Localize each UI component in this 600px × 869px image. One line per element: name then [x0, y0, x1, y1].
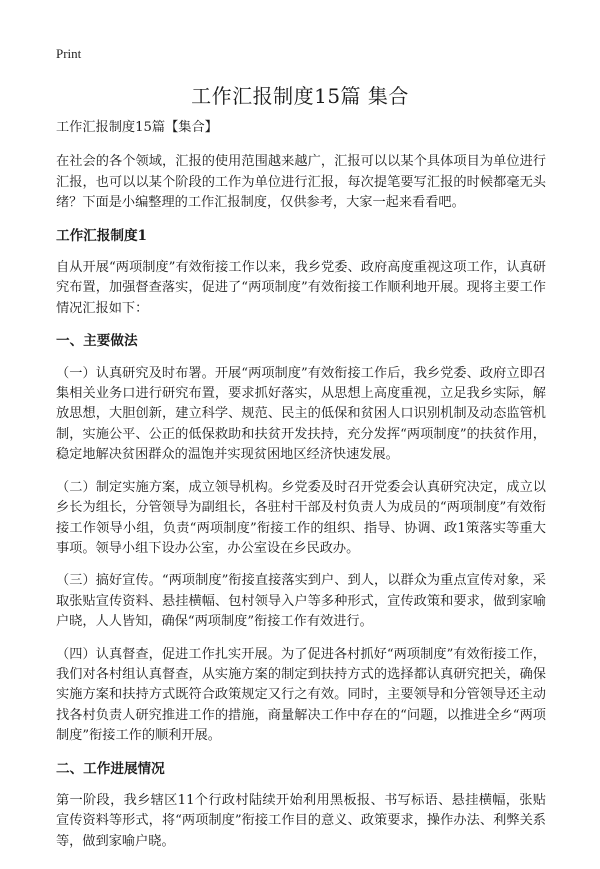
item-3-paragraph: （三）搞好宣传。“两项制度”衔接直接落实到户、到人，以群众为重点宣传对象，采取张贴宣传资料、悬挂横幅、包村领导入户等多种形式，宣传政策和要求，做到家喻户晓，人人皆知，确保“两项制度”衔接工作有效进行。: [56, 573, 546, 630]
document-subtitle: 工作汇报制度15篇【集合】: [56, 120, 218, 135]
document-title: 工作汇报制度15篇 集合: [191, 84, 409, 108]
item-1-paragraph: （一）认真研究及时布署。开展“两项制度”有效衔接工作后，我乡党委、政府立即召集相关业务口进行研究布置，要求抓好落实，从思想上高度重视，立足我乡实际，解放思想，大胆创新，建立科学、规范、民主的低保和贫困人口识别机制及动态监管机制，实施公平、公正的低保救助和扶贫开发扶持，充分发挥“两项制度”的扶贫作用，稳定地解决贫困群众的温饱并实现贫困地区经济快速发展。: [56, 365, 546, 463]
section1-intro-paragraph: 自从开展“两项制度”有效衔接工作以来，我乡党委、政府高度重视这项工作，认真研究布置，加强督查落实，促进了“两项制度”有效衔接工作顺利地开展。现将主要工作情况汇报如下：: [56, 260, 546, 316]
print-link[interactable]: Print: [56, 46, 82, 61]
item-4-paragraph: （四）认真督查，促进工作扎实开展。为了促进各村抓好“两项制度”有效衔接工作，我们对各村组认真督查，从实施方案的制定到扶持方式的选择都认真研究把关，确保实施方案和扶持方式既符合政策规定又行之有效。同时，主要领导和分管领导还主动找各村负责人研究推进工作的措施，商量解决工作中存在的“问题，以推进全乡“两项制度”衔接工作的顺利开展。: [56, 646, 546, 744]
document-body: [56, 118, 546, 869]
section-heading-1: 工作汇报制度1: [56, 227, 148, 244]
heading-main-practices: 一、主要做法: [56, 333, 138, 350]
intro-paragraph: 在社会的各个领域，汇报的使用范围越来越广，汇报可以以某个具体项目为单位进行汇报，也可以以某个阶段的工作为单位进行汇报，每次提笔要写汇报的时候都毫无头绪？下面是小编整理的工作汇报制度，仅供参考，大家一起来看看吧。: [56, 154, 546, 211]
heading-progress: 二、工作进展情况: [56, 760, 165, 777]
stage-1-paragraph: 第一阶段，我乡辖区11个行政村陆续开始利用黑板报、书写标语、悬挂横幅，张贴宣传资料等形式，将“两项制度”衔接工作目的意义、政策要求，操作办法、利弊关系等，做到家喻户晓。: [56, 792, 546, 849]
item-2-paragraph: （二）制定实施方案，成立领导机构。乡党委及时召开党委会认真研究决定，成立以乡长为组长，分管领导为副组长，各驻村干部及村负责人为成员的“两项制度”有效衔接工作领导小组，负责“两项制度”衔接工作的组织、指导、协调、政1策落实等重大事项。领导小组下设办公室，办公室设在乡民政办。: [56, 479, 546, 556]
